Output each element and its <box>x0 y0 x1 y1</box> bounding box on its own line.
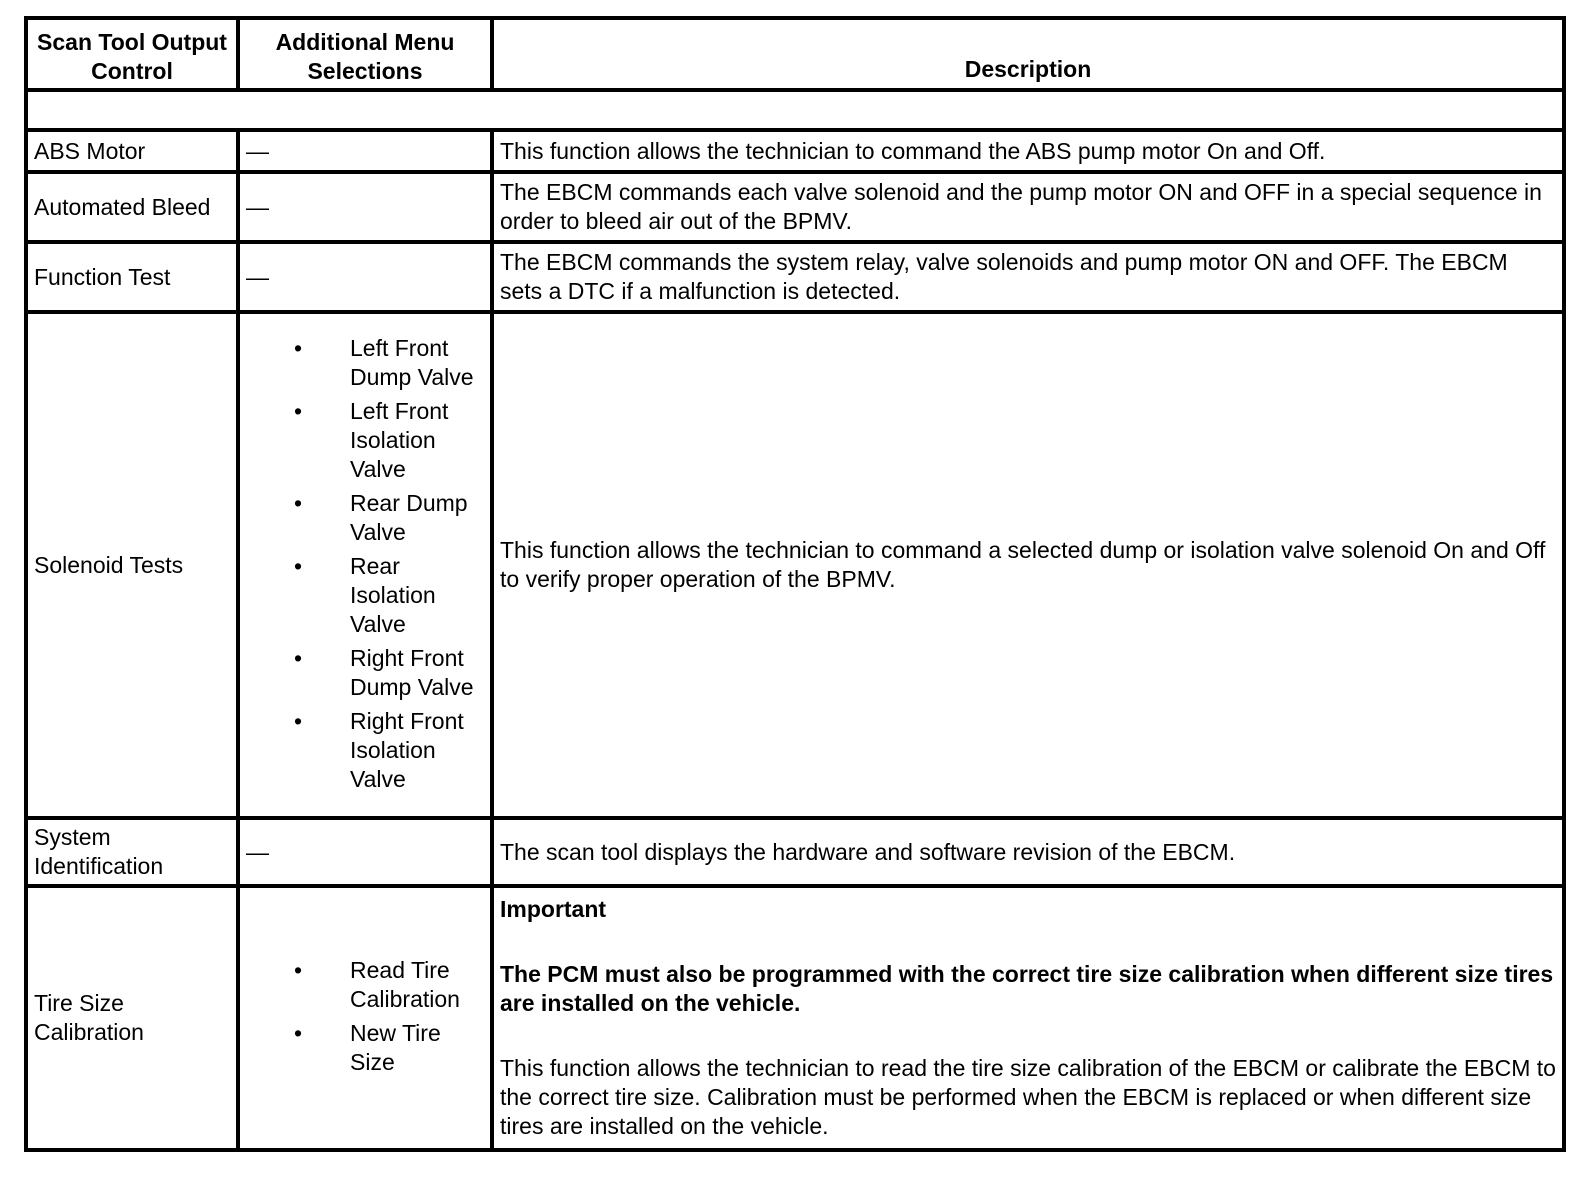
list-item-label: Right Front Dump Valve <box>350 644 474 700</box>
header-row <box>26 18 1564 90</box>
bullet-icon: • <box>294 334 303 361</box>
header-additional-menu-selections: Additional Menu Selections <box>238 18 492 90</box>
list-item-label: Right Front Isolation Valve <box>350 707 464 792</box>
important-note: The PCM must also be programmed with the correct tire size calibration when different size tires are installed on the vehicle. <box>500 961 1554 1016</box>
list-item <box>292 956 484 1014</box>
list-item <box>292 489 484 547</box>
list-item-label: Left Front Dump Valve <box>350 334 474 390</box>
control-cell: Tire Size Calibration <box>26 886 238 1150</box>
description-cell: The EBCM commands each valve solenoid and the pump motor ON and OFF in a special sequence in order to bleed air out of the BPMV. <box>492 172 1564 242</box>
table-row <box>26 818 1564 886</box>
description-cell: The scan tool displays the hardware and software revision of the EBCM. <box>492 818 1564 886</box>
menu-cell: — <box>238 242 492 312</box>
bullet-icon: • <box>294 1020 303 1046</box>
table-row <box>26 242 1564 312</box>
control-cell: ABS Motor <box>26 130 238 172</box>
list-item <box>292 644 484 702</box>
important-heading: Important <box>500 896 607 922</box>
menu-selection-list <box>246 334 484 794</box>
table-row <box>26 312 1564 818</box>
bullet-icon: • <box>294 957 303 983</box>
description-cell: The EBCM commands the system relay, valve solenoids and pump motor ON and OFF. The EBCM sets a DTC if a malfunction is detected. <box>492 242 1564 312</box>
bullet-icon: • <box>294 489 303 516</box>
table-row <box>26 172 1564 242</box>
menu-cell: — <box>238 130 492 172</box>
control-cell: Function Test <box>26 242 238 312</box>
description-text: This function allows the technician to read the tire size calibration of the EBCM or calibrate the EBCM to the correct tire size. Calibration must be performed when the EBCM is replaced or when different size tires are installed on the vehicle. <box>500 1055 1556 1139</box>
bullet-icon: • <box>294 552 303 579</box>
table-row <box>26 130 1564 172</box>
menu-cell <box>238 886 492 1150</box>
list-item <box>292 707 484 794</box>
bullet-icon: • <box>294 397 303 424</box>
list-item-label: Rear Isolation Valve <box>350 552 436 637</box>
menu-selection-list <box>246 956 484 1077</box>
list-item <box>292 1019 484 1077</box>
list-item-label: Read Tire Calibration <box>350 957 460 1012</box>
list-item <box>292 334 484 392</box>
header-description: Description <box>492 18 1564 90</box>
spacer-cell <box>26 90 1564 130</box>
list-item-label: Left Front Isolation Valve <box>350 397 449 482</box>
control-cell: Solenoid Tests <box>26 312 238 818</box>
menu-cell: — <box>238 172 492 242</box>
description-cell <box>492 886 1564 1150</box>
list-item <box>292 552 484 639</box>
menu-cell: — <box>238 818 492 886</box>
description-cell: This function allows the technician to command a selected dump or isolation valve solenoid On and Off to verify proper operation of the BPMV. <box>492 312 1564 818</box>
control-cell: Automated Bleed <box>26 172 238 242</box>
table-row <box>26 886 1564 1150</box>
scan-tool-output-control-table <box>24 16 1566 1152</box>
header-scan-tool-output-control: Scan Tool Output Control <box>26 18 238 90</box>
spacer-row <box>26 90 1564 130</box>
list-item <box>292 397 484 484</box>
list-item-label: Rear Dump Valve <box>350 489 468 545</box>
menu-cell <box>238 312 492 818</box>
bullet-icon: • <box>294 707 303 734</box>
list-item-label: New Tire Size <box>350 1020 441 1075</box>
bullet-icon: • <box>294 644 303 671</box>
control-cell: System Identification <box>26 818 238 886</box>
description-cell: This function allows the technician to command the ABS pump motor On and Off. <box>492 130 1564 172</box>
